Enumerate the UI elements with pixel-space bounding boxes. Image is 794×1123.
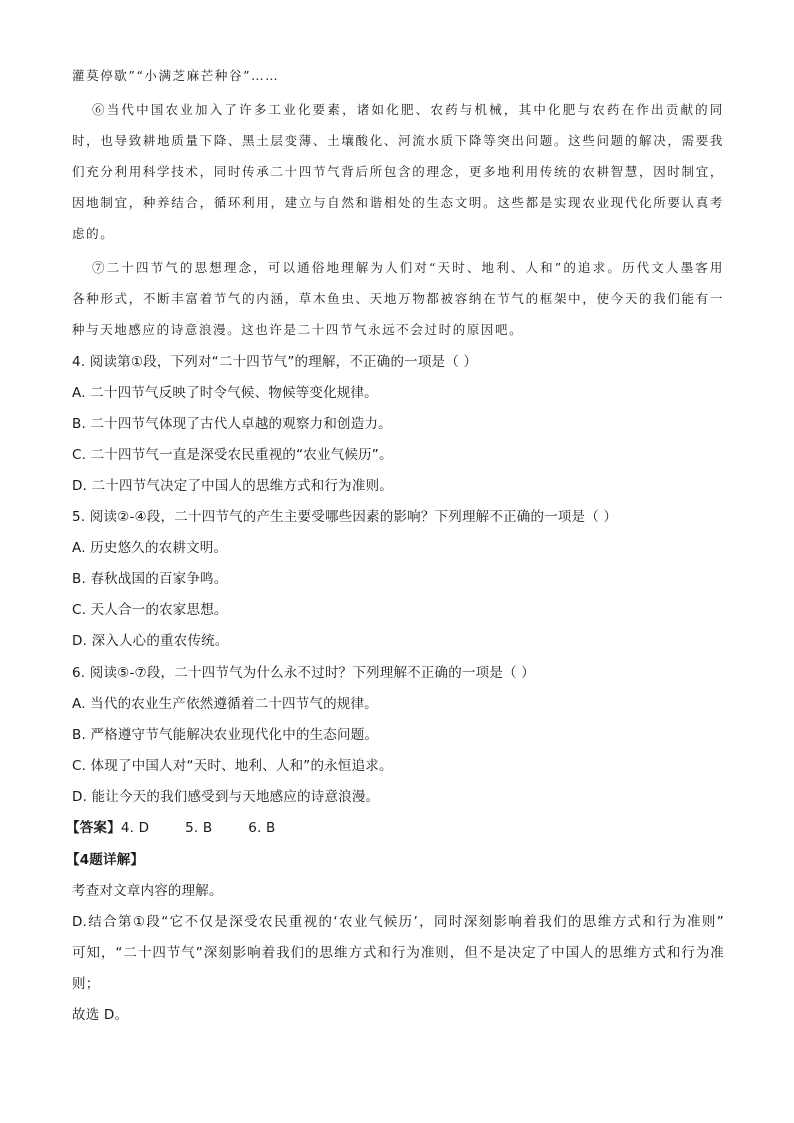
- detail-line-4: 则；: [72, 976, 100, 992]
- answer-line: [66, 816, 724, 836]
- paragraph-7-line-3: 种与天地感应的诗意浪漫。这也许是二十四节气永远不会过时的原因吧。: [72, 322, 524, 337]
- paragraph-6-line-4: 因地制宜，种养结合，循环利用，建立与自然和谐相处的生态文明。这些都是实现农业现代化所要认真考: [72, 195, 724, 210]
- question-4-option-d: D. 二十四节气决定了中国人的思维方式和行为准则。: [72, 478, 393, 494]
- paragraph-6-line-3: 们充分利用科学技术，同时传承二十四节气背后所包含的理念，更多地利用传统的农耕智慧，因时制宜，: [72, 164, 724, 179]
- question-5-stem: 5. 阅读②-④段，二十四节气的产生主要受哪些因素的影响？下列理解不正确的一项是（ ）: [72, 509, 618, 525]
- question-5-option-d: D. 深入人心的重农传统。: [72, 633, 229, 649]
- question-6-option-c: C. 体现了中国人对“天时、地利、人和”的永恒追求。: [72, 758, 393, 774]
- detail-line-1: 考查对文章内容的理解。: [72, 883, 223, 899]
- question-4-option-b: B. 二十四节气体现了古代人卓越的观察力和创造力。: [72, 416, 392, 432]
- question-5-option-c: C. 天人合一的农家思想。: [72, 602, 228, 618]
- question-5-option-b: B. 春秋战国的百家争鸣。: [72, 571, 228, 587]
- question-4-option-c: C. 二十四节气一直是深受农民重视的“农业气候历”。: [72, 447, 393, 463]
- detail-line-3: 可知，“二十四节气”深刻影响着我们的思维方式和行为准则，但不是决定了中国人的思维方式和行为准: [72, 945, 724, 961]
- question-4-option-a: A. 二十四节气反映了时令气候、物候等变化规律。: [72, 385, 378, 401]
- paragraph-7-line-2: 各种形式，不断丰富着节气的内涵，草木鱼虫、天地万物都被容纳在节气的框架中，使今天的我们能有一: [72, 291, 724, 306]
- paragraph-6-line-2: 时，也导致耕地质量下降、黑土层变薄、土壤酸化、河流水质下降等突出问题。这些问题的解决，需要我: [72, 133, 724, 148]
- detail-line-5: 故选 D。: [72, 1007, 129, 1023]
- detail-line-2: D.结合第①段“它不仅是深受农民重视的‘农业气候历’，同时深刻影响着我们的思维方式和行为准则”: [72, 914, 724, 930]
- answer-text: 4. D 5. B 6. B: [120, 820, 276, 836]
- question-6-option-d: D. 能让今天的我们感受到与天地感应的诗意浪漫。: [72, 789, 380, 805]
- paragraph-6-line-5: 虑的。: [72, 226, 115, 241]
- question-6-option-b: B. 严格遵守节气能解决农业现代化中的生态问题。: [72, 727, 379, 743]
- paragraph-7-line-1: ⑦二十四节气的思想理念，可以通俗地理解为人们对“天时、地利、人和”的追求。历代文人墨客用: [92, 260, 724, 275]
- question-4-stem: 4. 阅读第①段，下列对“二十四节气”的理解，不正确的一项是（ ）: [72, 354, 478, 370]
- question-6-stem: 6. 阅读⑤-⑦段，二十四节气为什么永不过时？下列理解不正确的一项是（ ）: [72, 665, 535, 681]
- question-6-option-a: A. 当代的农业生产依然遵循着二十四节气的规律。: [72, 696, 378, 712]
- question-5-option-a: A. 历史悠久的农耕文明。: [72, 540, 228, 556]
- paragraph-6-line-1: ⑥当代中国农业加入了许多工业化要素，诸如化肥、农药与机械，其中化肥与农药在作出贡献的同: [92, 102, 724, 117]
- detail-heading: 【4题详解】: [66, 852, 145, 868]
- passage-carry-line: 灌莫停歇”“小满芝麻芒种谷”……: [72, 68, 280, 83]
- answer-label: 【答案】: [66, 820, 121, 836]
